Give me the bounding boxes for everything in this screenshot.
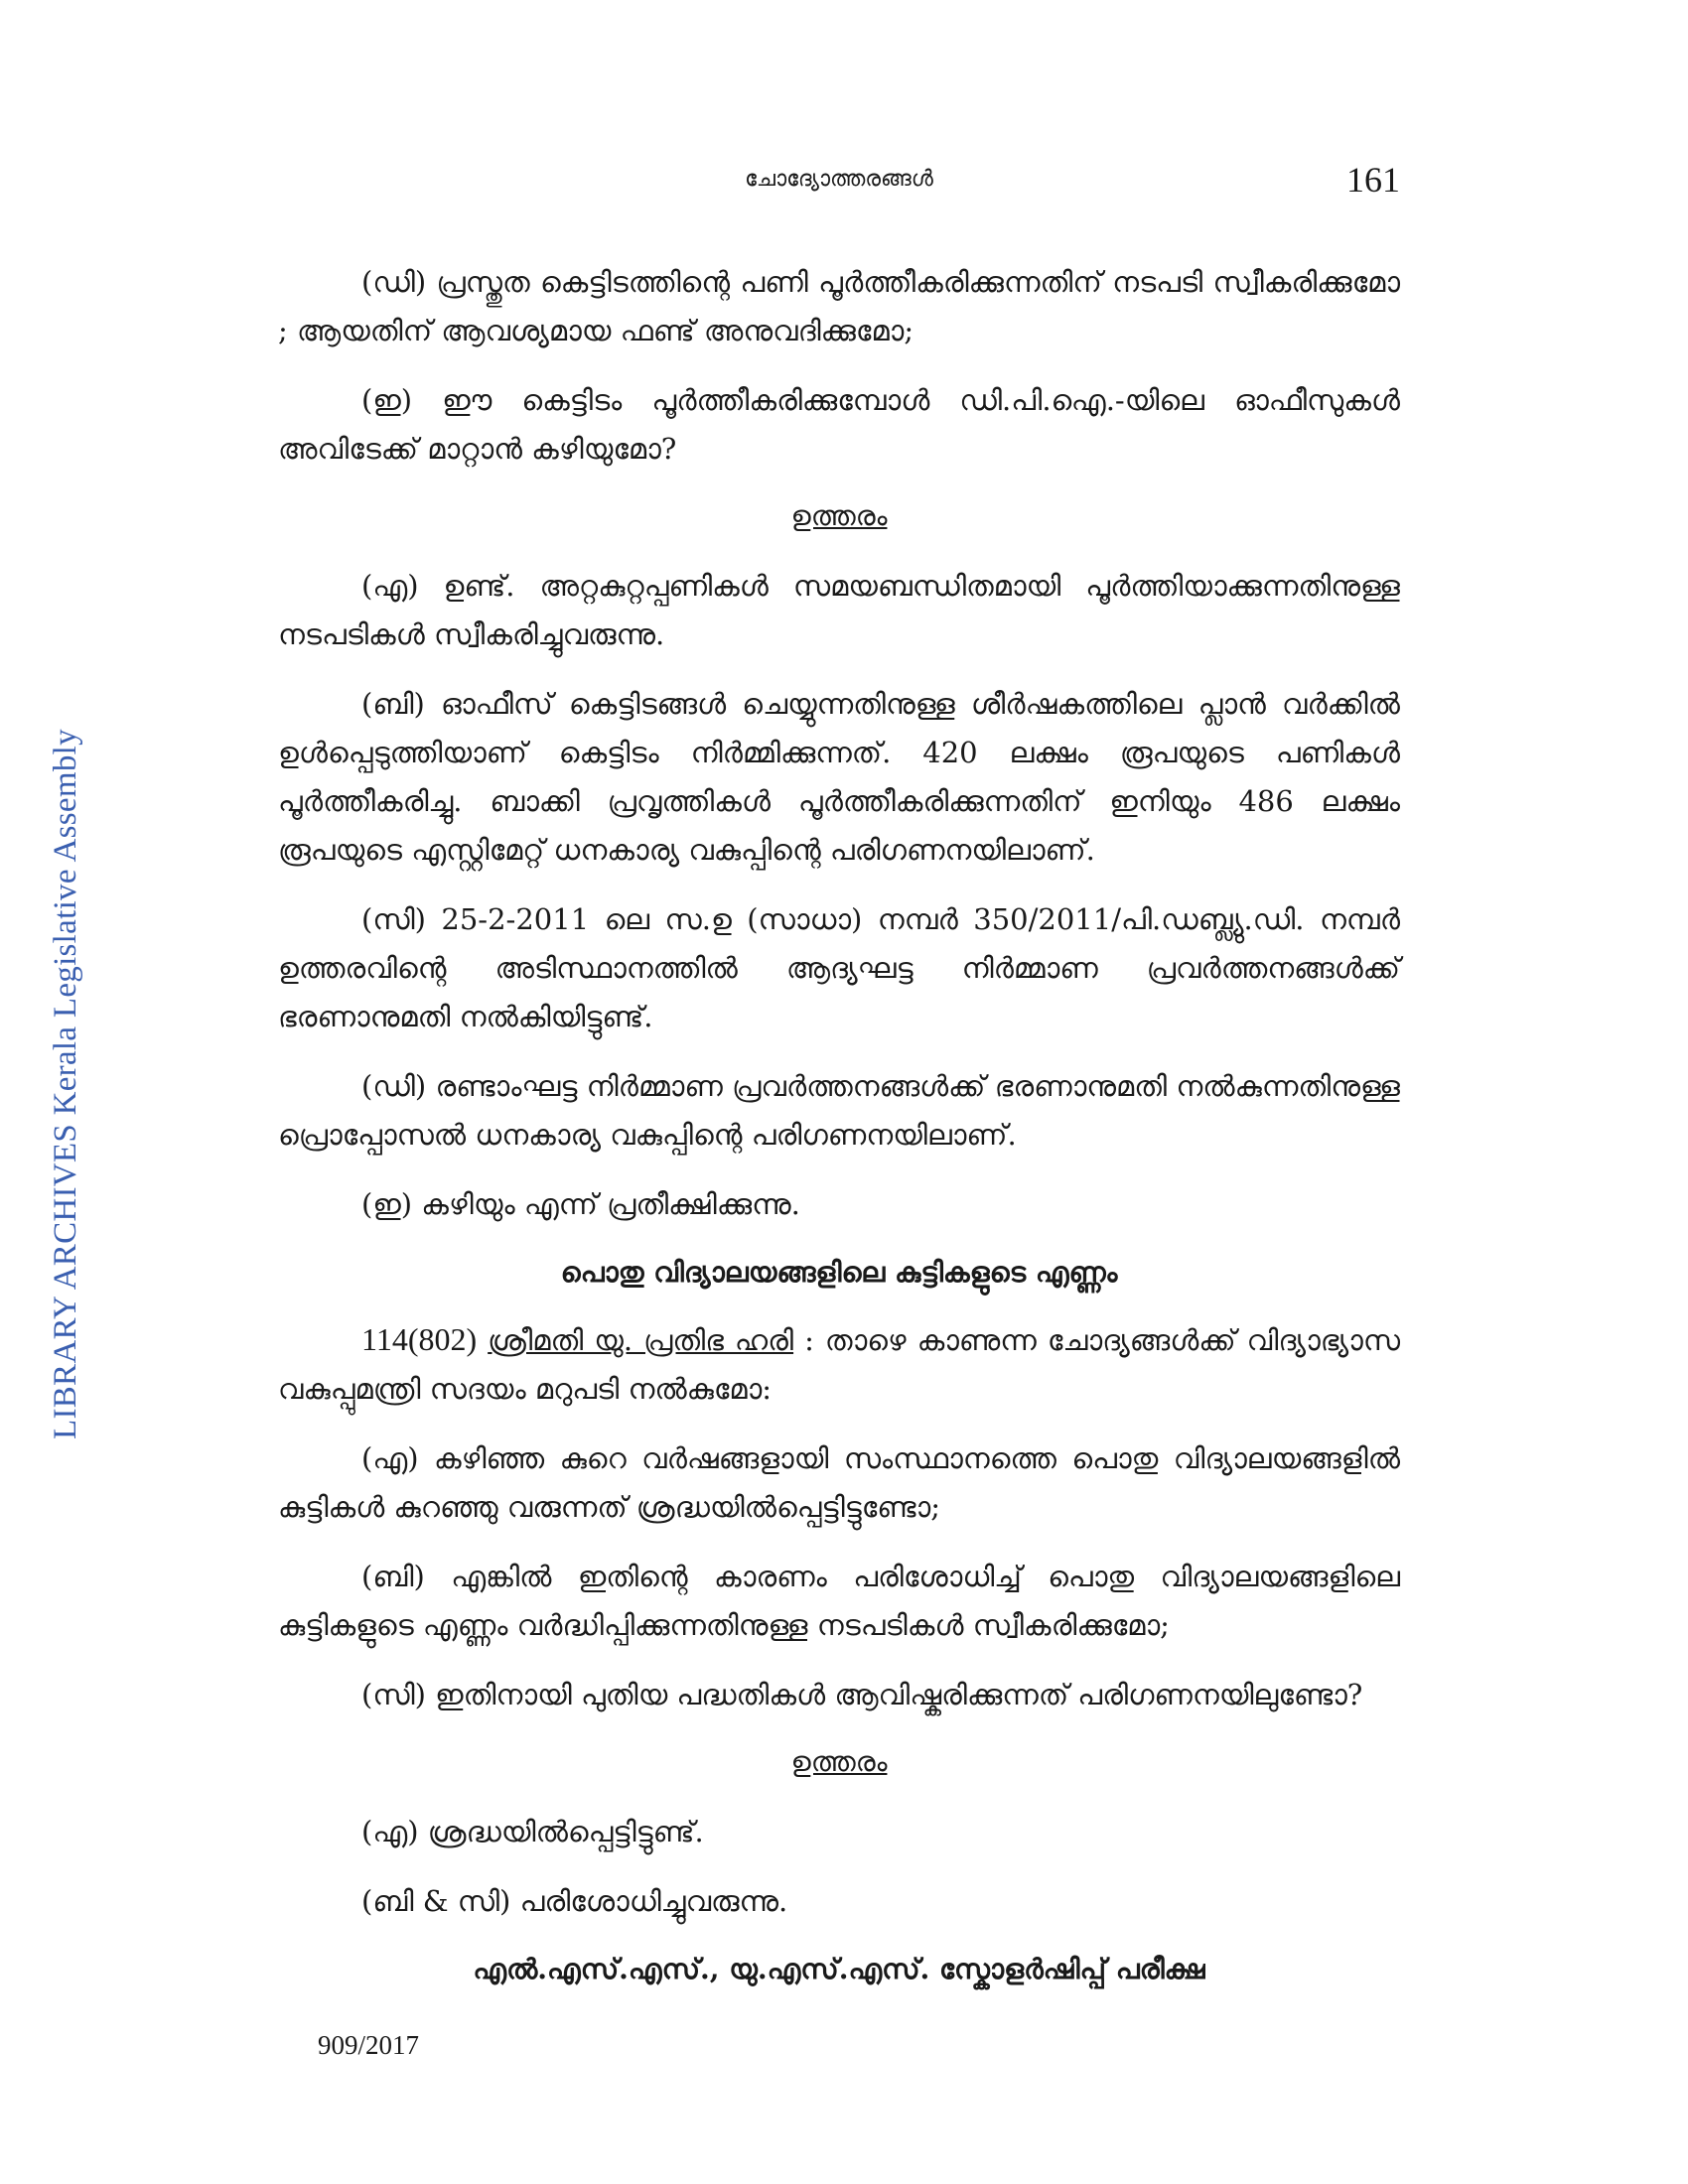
answer-part-c: (സി) 25-2-2011 ലെ സ.ഉ (സാധാ) നമ്പർ 350/2011/പി.ഡബ്ല്യു.ഡി. നമ്പർ ഉത്തരവിന്റെ അടിസ്ഥാനത്തിൽ ആദ്യഘട്ട നിർമ്മാണ പ്രവർത്തനങ്ങൾക്ക് ഭരണാനുമതി നൽകിയിട്ടുണ്ട്. bbox=[278, 902, 1400, 1033]
answer-114-part-bc: (ബി & സി) പരിശോധിച്ചുവരുന്നു. bbox=[361, 1884, 788, 1918]
question-114-intro bbox=[278, 1315, 1400, 1414]
section-heading: എൽ.എസ്.എസ്., യു.എസ്.എസ്. സ്കോളർഷിപ്പ് പരീക്ഷ bbox=[473, 1953, 1205, 1985]
answer-label: ഉത്തരം bbox=[790, 499, 888, 532]
question-114-part-b: (ബി) എങ്കിൽ ഇതിന്റെ കാരണം പരിശോധിച്ച് പൊതു വിദ്യാലയങ്ങളിലെ കുട്ടികളുടെ എണ്ണം വർദ്ധിപ്പിക്കുന്നതിനുള്ള നടപടികൾ സ്വീകരിക്കുമോ; bbox=[278, 1560, 1400, 1642]
answer-part-e: (ഇ) കഴിയും എന്ന് പ്രതീക്ഷിക്കുന്നു. bbox=[361, 1187, 800, 1221]
page-number: 161 bbox=[1346, 160, 1400, 200]
answer-part-b: (ബി) ഓഫീസ് കെട്ടിടങ്ങൾ ചെയ്യുന്നതിനുള്ള ശീർഷകത്തിലെ പ്ലാൻ വർക്കിൽ ഉൾപ്പെടുത്തിയാണ് കെട്ടിടം നിർമ്മിക്കുന്നത്. 420 ലക്ഷം രൂപയുടെ പണികൾ പൂർത്തീകരിച്ചു. ബാക്കി പ്രവൃത്തികൾ പൂർത്തീകരിക്കുന്നതിന് ഇനിയും 486 ലക്ഷം രൂപയുടെ എസ്റ്റിമേറ്റ് ധനകാര്യ വകുപ്പിന്റെ പരിഗണനയിലാണ്. bbox=[278, 687, 1400, 867]
question-114-part-a: (എ) കഴിഞ്ഞ കുറെ വർഷങ്ങളായി സംസ്ഥാനത്തെ പൊതു വിദ്യാലയങ്ങളിൽ കുട്ടികൾ കുറഞ്ഞു വരുന്നത് ശ്രദ്ധയിൽപ്പെട്ടിട്ടുണ്ടോ; bbox=[278, 1441, 1400, 1524]
question-114-part-c: (സി) ഇതിനായി പുതിയ പദ്ധതികൾ ആവിഷ്കരിക്കുന്നത് പരിഗണനയിലുണ്ടോ? bbox=[361, 1678, 1363, 1711]
running-header-title: ചോദ്യോത്തരങ്ങൾ bbox=[745, 167, 933, 192]
question-part-d: (ഡി) പ്രസ്തുത കെട്ടിടത്തിന്റെ പണി പൂർത്തീകരിക്കുന്നതിന് നടപടി സ്വീകരിക്കുമോ ; ആയതിന് ആവശ്യമായ ഫണ്ട് അനുവദിക്കുമോ; bbox=[278, 265, 1400, 347]
footer-code: 909/2017 bbox=[318, 2030, 420, 2060]
question-114-text: : താഴെ കാണുന്ന ചോദ്യങ്ങൾക്ക് വിദ്യാഭ്യാസ വകുപ്പുമന്ത്രി സദയം മറുപടി നൽകുമോ: bbox=[278, 1323, 1401, 1406]
section-heading: പൊതു വിദ്യാലയങ്ങളിലെ കുട്ടികളുടെ എണ്ണം bbox=[560, 1256, 1118, 1289]
archive-watermark: LIBRARY ARCHIVES Kerala Legislative Assembly bbox=[48, 729, 83, 1439]
answer-114-part-a: (എ) ശ്രദ്ധയിൽപ്പെട്ടിട്ടുണ്ട്. bbox=[361, 1815, 704, 1848]
question-part-e: (ഇ) ഈ കെട്ടിടം പൂർത്തീകരിക്കുമ്പോൾ ഡി.പി.ഐ.-യിലെ ഓഫീസുകൾ അവിടേക്ക് മാറ്റാൻ കഴിയുമോ? bbox=[278, 383, 1400, 466]
member-name: ശ്രീമതി യു. പ്രതിഭ ഹരി bbox=[488, 1323, 794, 1357]
answer-part-d: (ഡി) രണ്ടാംഘട്ട നിർമ്മാണ പ്രവർത്തനങ്ങൾക്ക് ഭരണാനുമതി നൽകുന്നതിനുള്ള പ്രൊപ്പോസൽ ധനകാര്യ വകുപ്പിന്റെ പരിഗണനയിലാണ്. bbox=[278, 1069, 1400, 1152]
answer-label: ഉത്തരം bbox=[790, 1745, 888, 1778]
page-body bbox=[278, 258, 1400, 2012]
question-number: 114(802) bbox=[361, 1321, 478, 1357]
answer-part-a: (എ) ഉണ്ട്. അറ്റകുറ്റപ്പണികൾ സമയബന്ധിതമായി പൂർത്തിയാക്കുന്നതിനുള്ള നടപടികൾ സ്വീകരിച്ചുവരുന്നു. bbox=[278, 569, 1400, 651]
